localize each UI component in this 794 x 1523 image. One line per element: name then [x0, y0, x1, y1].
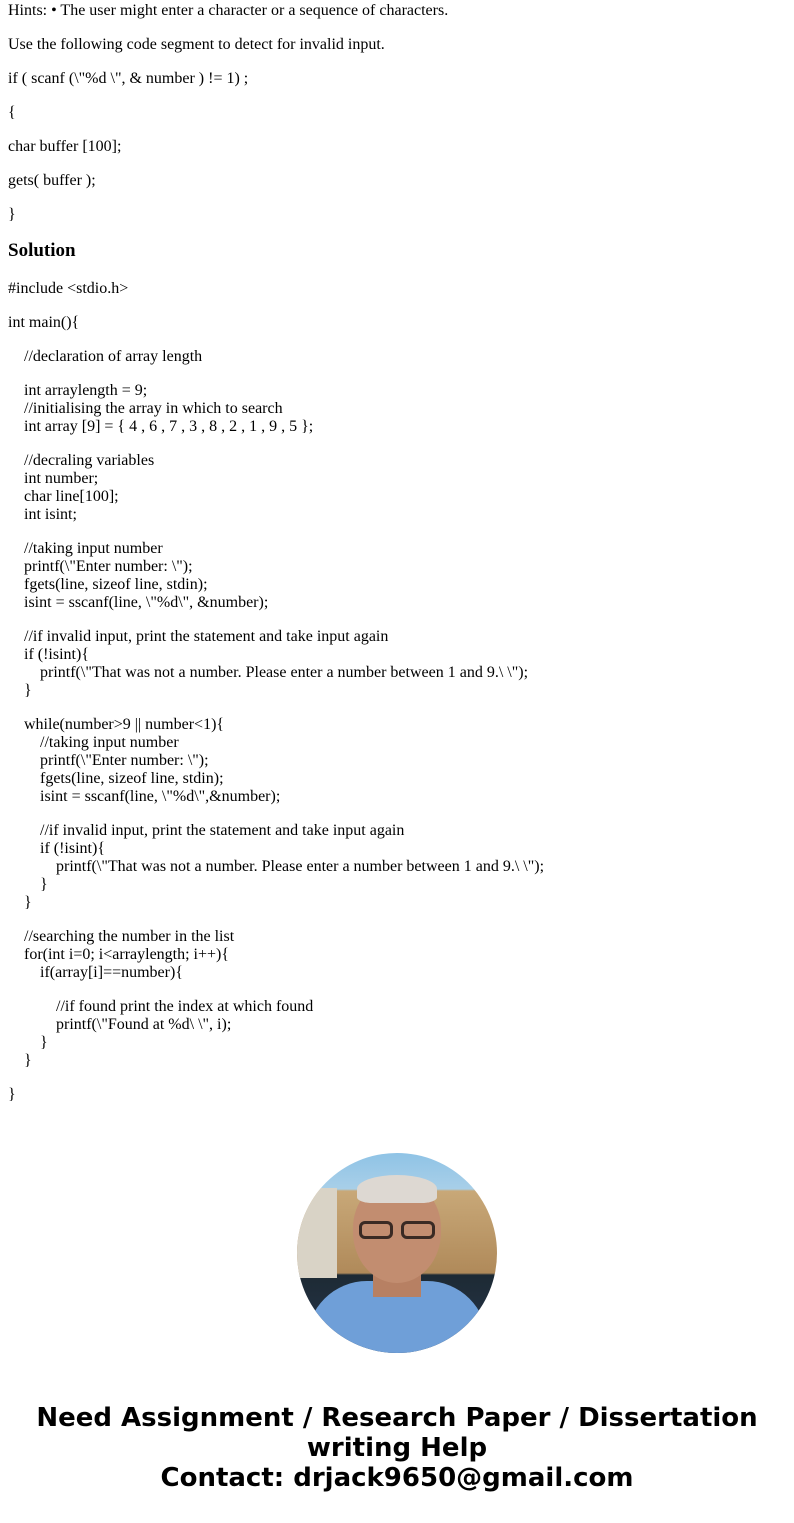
code-paragraph — [8, 822, 786, 912]
instruction-text: Use the following code segment to detect for invalid input. — [8, 36, 385, 53]
code-paragraph — [8, 280, 786, 298]
code-line: { — [8, 104, 16, 121]
code-paragraph — [8, 928, 786, 982]
code-line: //if invalid input, print the statement and take input again — [24, 628, 389, 645]
code-line: isint = sscanf(line, \"%d\", &number); — [24, 594, 269, 611]
code-line: } — [8, 1086, 16, 1103]
author-photo — [297, 1153, 497, 1353]
banner-contact: Contact: drjack9650@gmail.com — [160, 1463, 634, 1493]
code-line: fgets(line, sizeof line, stdin); — [24, 576, 208, 593]
solution-heading: Solution — [8, 240, 76, 261]
code-line: printf(\"That was not a number. Please enter a number between 1 and 9.\ \"); — [40, 664, 529, 681]
code-line: } — [24, 1052, 32, 1069]
code-line: //taking input number — [40, 734, 179, 751]
code-line: } — [24, 894, 32, 911]
code-paragraph — [8, 540, 786, 612]
code-line: //taking input number — [24, 540, 163, 557]
code-line: isint = sscanf(line, \"%d\",&number); — [40, 788, 281, 805]
code-line: //decraling variables — [24, 452, 155, 469]
banner-line: Need Assignment / Research Paper / Dissertation — [36, 1403, 758, 1433]
code-line: char line[100]; — [24, 488, 119, 505]
code-line: for(int i=0; i<arraylength; i++){ — [24, 946, 230, 963]
code-line: if (!isint){ — [40, 840, 105, 857]
code-line: int array [9] = { 4 , 6 , 7 , 3 , 8 , 2 , 1 , 9 , 5 }; — [24, 418, 314, 435]
code-line: } — [24, 682, 32, 699]
solution-code — [8, 280, 786, 1104]
code-line: //if invalid input, print the statement and take input again — [40, 822, 405, 839]
banner-line: writing Help — [306, 1433, 488, 1463]
document-body — [8, 2, 786, 1120]
code-line: char buffer [100]; — [8, 138, 122, 155]
code-line: //searching the number in the list — [24, 928, 235, 945]
code-line: } — [40, 1034, 48, 1051]
code-paragraph — [8, 314, 786, 332]
code-paragraph — [8, 452, 786, 524]
code-paragraph — [8, 628, 786, 700]
glasses-icon — [357, 1221, 437, 1241]
code-line: int number; — [24, 470, 99, 487]
code-line: fgets(line, sizeof line, stdin); — [40, 770, 224, 787]
code-line: printf(\"Enter number: \"); — [24, 558, 193, 575]
code-line: } — [8, 206, 16, 223]
code-line: } — [40, 876, 48, 893]
code-line: printf(\"Found at %d\ \", i); — [56, 1016, 232, 1033]
code-line: printf(\"That was not a number. Please enter a number between 1 and 9.\ \"); — [56, 858, 545, 875]
code-line: //if found print the index at which found — [56, 998, 314, 1015]
code-line: while(number>9 || number<1){ — [24, 716, 225, 733]
code-line: int arraylength = 9; — [24, 382, 148, 399]
code-paragraph — [8, 716, 786, 806]
code-line: if (!isint){ — [24, 646, 89, 663]
code-line: if ( scanf (\"%d \", & number ) != 1) ; — [8, 70, 249, 87]
code-line: //initialising the array in which to search — [24, 400, 283, 417]
contact-banner — [0, 1403, 794, 1493]
code-paragraph — [8, 348, 786, 366]
code-line: //declaration of array length — [24, 348, 203, 365]
code-paragraph — [8, 998, 786, 1070]
code-line: #include <stdio.h> — [8, 280, 129, 297]
hint-text: Hints: • The user might enter a character or a sequence of characters. — [8, 2, 449, 19]
code-line: int main(){ — [8, 314, 80, 331]
code-line: printf(\"Enter number: \"); — [40, 752, 209, 769]
code-line: gets( buffer ); — [8, 172, 96, 189]
code-line: int isint; — [24, 506, 77, 523]
code-line: if(array[i]==number){ — [40, 964, 183, 981]
code-paragraph — [8, 1086, 786, 1104]
code-paragraph — [8, 382, 786, 436]
